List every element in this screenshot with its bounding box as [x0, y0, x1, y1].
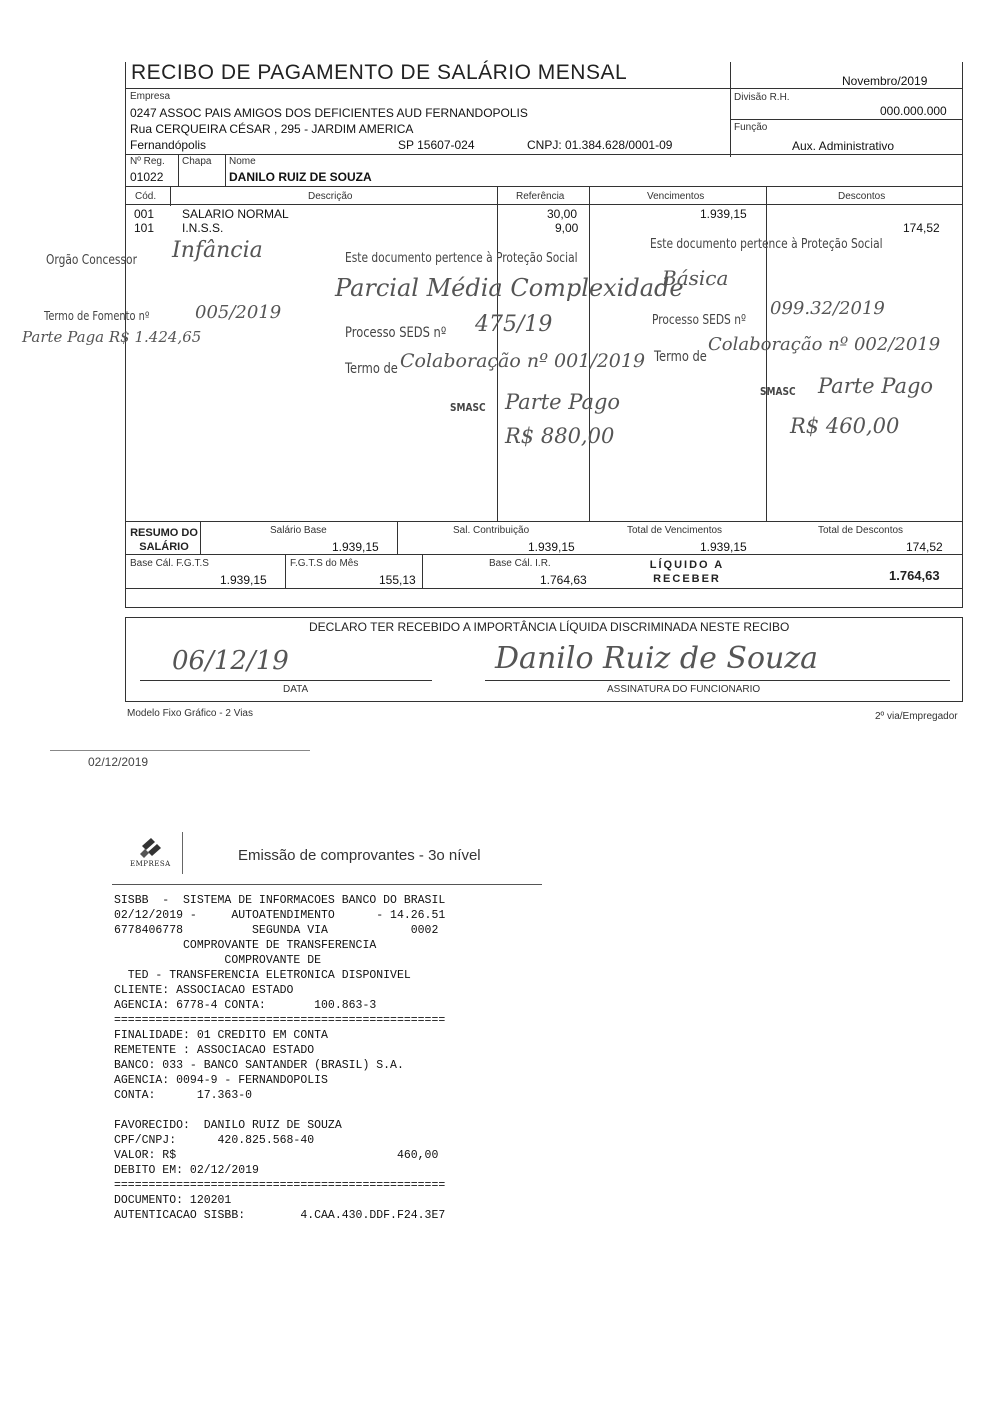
total-venc-label: Total de Vencimentos: [627, 525, 723, 536]
sal-contrib-label: Sal. Contribuição: [453, 525, 530, 536]
voucher-line: SISBB - SISTEMA DE INFORMACOES BANCO DO BRASIL: [114, 894, 446, 907]
stamp-termo-fomento: Termo de Fomento nº: [44, 309, 150, 323]
data-label: DATA: [283, 684, 309, 695]
print-date: 02/12/2019: [88, 755, 149, 769]
handwriting-colaboracao-2: Colaboração nº 002/2019: [708, 334, 941, 355]
voucher-line: FAVORECIDO: DANILO RUIZ DE SOUZA: [114, 1119, 342, 1132]
rule: [182, 832, 183, 874]
item-cod: 101: [134, 221, 155, 235]
item-ref: 9,00: [555, 221, 579, 235]
handwriting-parte-pago-2: Parte Pago: [818, 374, 934, 398]
item-venc: 1.939,15: [700, 207, 747, 221]
voucher-line: CLIENTE: ASSOCIACAO ESTADO: [114, 984, 294, 997]
header-divider: [730, 62, 731, 157]
voucher-line: VALOR: R$ 460,00: [114, 1149, 439, 1162]
funcao-label: Função: [734, 122, 768, 133]
salario-base-value: 1.939,15: [332, 540, 379, 554]
liquido-value: 1.764,63: [889, 568, 940, 583]
item-ref: 30,00: [547, 207, 578, 221]
handwriting-parte-pago-1: Parte Pago: [505, 390, 621, 414]
col-referencia: Referência: [516, 191, 565, 202]
rule: [178, 154, 179, 186]
col-vencimentos: Vencimentos: [647, 191, 705, 202]
total-venc-value: 1.939,15: [700, 540, 747, 554]
base-fgts-label: Base Cál. F.G.T.S: [130, 558, 209, 569]
rule: [285, 554, 286, 588]
handwriting-infancia: Infância: [172, 238, 263, 263]
handwriting-termo-numero: 005/2019: [195, 302, 282, 323]
frame-right: [962, 62, 963, 608]
handwriting-colaboracao-1: Colaboração nº 001/2019: [400, 350, 646, 372]
voucher-line: AUTENTICACAO SISBB: 4.CAA.430.DDF.F24.3E7: [114, 1209, 446, 1222]
chapa-label: Chapa: [182, 156, 212, 167]
bank-title: Emissão de comprovantes - 3o nível: [238, 847, 481, 864]
base-fgts-value: 1.939,15: [220, 573, 267, 587]
nreg-label: Nº Reg.: [130, 156, 165, 167]
voucher-line: ================================================: [114, 1014, 446, 1027]
bank-logo-icon: [136, 834, 166, 860]
modelo-text: Modelo Fixo Gráfico - 2 Vias: [127, 708, 253, 719]
declaration-text: DECLARO TER RECEBIDO A IMPORTÂNCIA LÍQUIDA DISCRIMINADA NESTE RECIBO: [309, 620, 790, 634]
via-text: 2º via/Empregador: [875, 711, 958, 722]
rule: [125, 554, 963, 555]
stamp-smasc-1: SMASC: [450, 401, 486, 414]
item-desc: SALARIO NORMAL: [182, 207, 289, 221]
empresa-city: Fernandópolis: [130, 138, 207, 152]
stamp-documento-2: Este documento pertence à Proteção Social: [650, 237, 883, 252]
item-desc: I.N.S.S.: [182, 221, 224, 235]
rule: [125, 186, 963, 187]
nome-label: Nome: [229, 156, 256, 167]
total-desc-label: Total de Descontos: [818, 525, 904, 536]
handwriting-parte-paga: Parte Paga R$ 1.424,65: [22, 328, 202, 346]
voucher-line: FINALIDADE: 01 CREDITO EM CONTA: [114, 1029, 328, 1042]
col-cod: Cód.: [135, 191, 157, 202]
liquido-label: LÍQUIDO A RECEBER: [649, 559, 725, 585]
voucher-line: 02/12/2019 - AUTOATENDIMENTO - 14.26.51: [114, 909, 446, 922]
voucher-line: CPF/CNPJ: 420.825.568-40: [114, 1134, 315, 1147]
voucher-line: BANCO: 033 - BANCO SANTANDER (BRASIL) S.A.: [114, 1059, 404, 1072]
voucher-line: DEBITO EM: 02/12/2019: [114, 1164, 259, 1177]
divisao-label: Divisão R.H.: [734, 92, 790, 103]
resumo-label: RESUMO DO SALÁRIO: [130, 527, 198, 553]
stamp-orgao: Orgão Concessor: [46, 253, 137, 268]
rule: [140, 680, 432, 681]
handwriting-processo: 475/19: [475, 312, 553, 337]
handwriting-processo-2: 099.32/2019: [770, 298, 885, 319]
stamp-termo-2: Termo de: [654, 349, 707, 365]
rule: [225, 154, 226, 186]
voucher-line: COMPROVANTE DE TRANSFERENCIA: [114, 939, 377, 952]
rule: [125, 88, 963, 89]
rule: [397, 521, 398, 555]
voucher-line: COMPROVANTE DE: [114, 954, 322, 967]
nreg-value: 01022: [130, 170, 164, 184]
rule: [200, 521, 201, 555]
empresa-uf-cep: SP 15607-024: [398, 138, 475, 152]
employee-signature: Danilo Ruiz de Souza: [495, 641, 819, 676]
voucher-lines: [114, 893, 445, 1223]
employee-name: DANILO RUIZ DE SOUZA: [229, 170, 372, 184]
stamp-termo-1: Termo de: [345, 361, 398, 377]
stamp-processo-1: Processo SEDS nº: [345, 325, 447, 341]
rule: [125, 607, 963, 608]
handwriting-complexidade: Parcial Média Complexidade: [335, 274, 684, 302]
receipt-title: RECIBO DE PAGAMENTO DE SALÁRIO MENSAL: [131, 61, 628, 84]
handwriting-basica: Básica: [662, 266, 729, 290]
voucher-line: REMETENTE : ASSOCIACAO ESTADO: [114, 1044, 315, 1057]
voucher-line: TED - TRANSFERENCIA ELETRONICA DISPONIVEL: [114, 969, 411, 982]
fgts-mes-value: 155,13: [379, 573, 416, 587]
funcao-value: Aux. Administrativo: [792, 139, 895, 153]
rule: [125, 588, 963, 589]
voucher-line: DOCUMENTO: 120201: [114, 1194, 232, 1207]
fgts-mes-label: F.G.T.S do Mês: [290, 558, 359, 569]
rule: [422, 554, 423, 588]
rule: [125, 154, 963, 155]
handwriting-valor-1: R$ 880,00: [505, 424, 615, 448]
assinatura-label: ASSINATURA DO FUNCIONARIO: [607, 684, 761, 695]
col-descricao: Descrição: [308, 191, 353, 202]
bank-logo-text: EMPRESA: [130, 860, 171, 868]
item-cod: 001: [134, 207, 155, 221]
scan-rule: [50, 750, 310, 751]
sal-contrib-value: 1.939,15: [528, 540, 575, 554]
empresa-cnpj: CNPJ: 01.384.628/0001-09: [527, 138, 673, 152]
total-desc-value: 174,52: [906, 540, 943, 554]
divisao-value: 000.000.000: [880, 104, 947, 118]
handwriting-valor-2: R$ 460,00: [790, 414, 900, 438]
voucher-line: 6778406778 SEGUNDA VIA 0002: [114, 924, 439, 937]
empresa-name: 0247 ASSOC PAIS AMIGOS DOS DEFICIENTES AUD FERNANDOPOLIS: [130, 106, 528, 120]
base-ir-label: Base Cál. I.R.: [489, 558, 551, 569]
empresa-label: Empresa: [130, 91, 171, 102]
rule: [730, 119, 963, 120]
stamp-documento-1: Este documento pertence à Proteção Social: [345, 251, 578, 266]
rule: [125, 204, 963, 205]
rule: [170, 186, 171, 206]
voucher-line: ================================================: [114, 1179, 446, 1192]
rule: [125, 521, 963, 522]
voucher-line: [114, 1103, 445, 1118]
salario-base-label: Salário Base: [270, 525, 327, 536]
voucher-line: AGENCIA: 6778-4 CONTA: 100.863-3: [114, 999, 377, 1012]
col-descontos: Descontos: [838, 191, 886, 202]
item-descontos: 174,52: [903, 221, 940, 235]
empresa-address: Rua CERQUEIRA CÉSAR , 295 - JARDIM AMERICA: [130, 122, 414, 136]
voucher-line: AGENCIA: 0094-9 - FERNANDOPOLIS: [114, 1074, 328, 1087]
rule: [485, 680, 950, 681]
stamp-processo-2: Processo SEDS nº: [652, 313, 747, 328]
voucher-line: CONTA: 17.363-0: [114, 1089, 253, 1102]
handwritten-date: 06/12/19: [172, 646, 289, 676]
rule: [112, 884, 542, 885]
base-ir-value: 1.764,63: [540, 573, 587, 587]
stamp-smasc-2: SMASC: [760, 385, 796, 398]
competencia-value: Novembro/2019: [842, 74, 928, 88]
